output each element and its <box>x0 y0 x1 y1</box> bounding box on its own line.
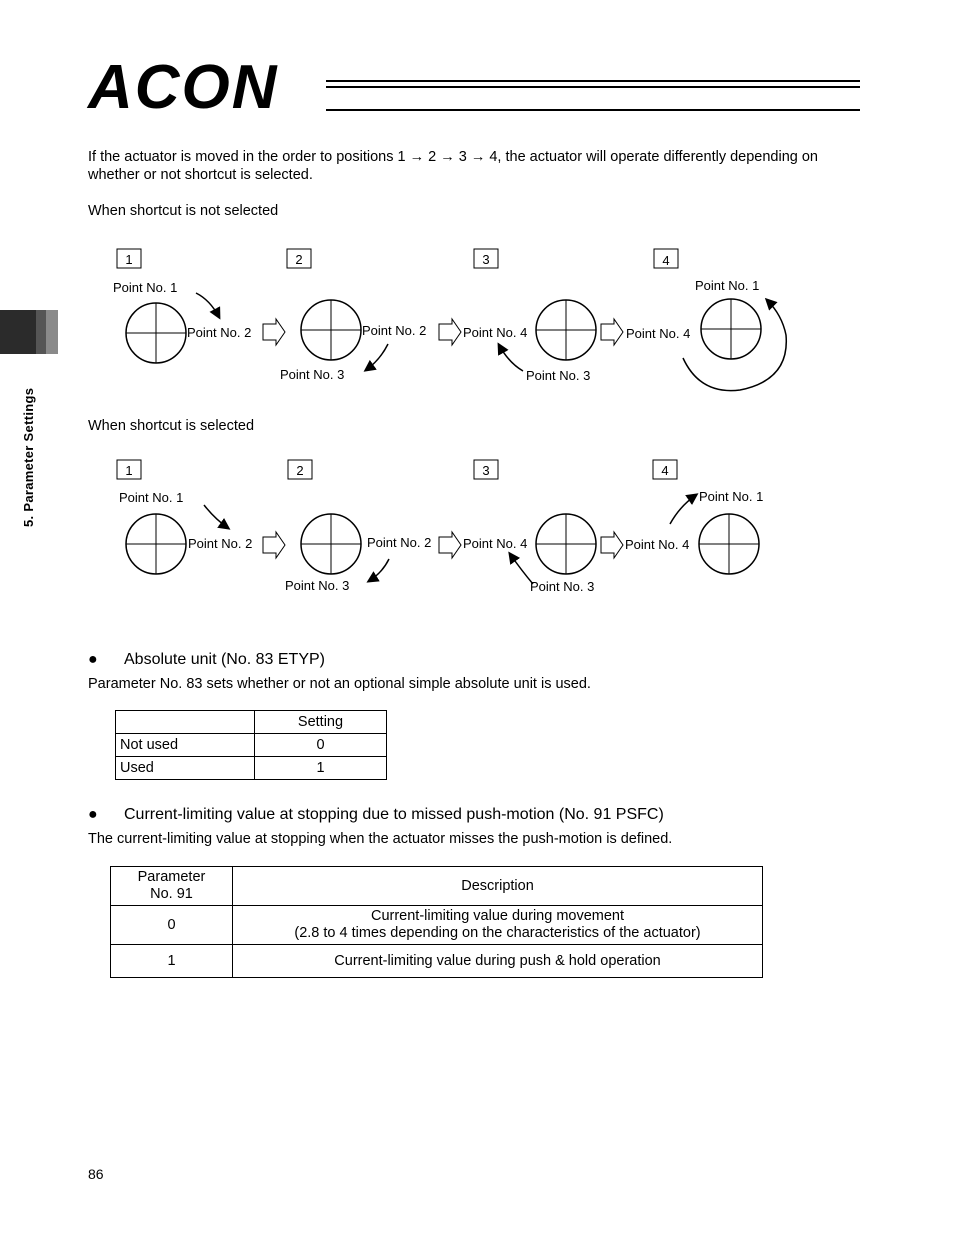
table-header-cell <box>116 711 255 734</box>
absolute-unit-title: Absolute unit (No. 83 ETYP) <box>124 651 325 668</box>
svg-text:4: 4 <box>661 463 669 478</box>
move-arrow-icon <box>196 293 219 317</box>
diagram-shortcut <box>0 451 954 611</box>
label-point-1: Point No. 1 <box>119 490 184 505</box>
next-arrow-icon <box>439 319 461 345</box>
table-row <box>116 757 387 780</box>
step-box-4 <box>653 460 677 479</box>
position-circle-2 <box>301 514 361 574</box>
header-rule-top <box>326 80 860 82</box>
svg-text:1: 1 <box>125 252 133 267</box>
table-cell: Used <box>116 757 255 780</box>
label-point-3: Point No. 3 <box>280 367 345 382</box>
svg-text:2: 2 <box>295 252 303 267</box>
label-point-1: Point No. 1 <box>699 489 764 504</box>
step-box-1 <box>117 460 141 479</box>
current-limit-table <box>110 866 763 978</box>
table-header-cell: Description <box>233 867 763 906</box>
label-point-1: Point No. 1 <box>695 278 760 293</box>
table-row <box>116 734 387 757</box>
rotate-arrow-icon <box>683 300 786 391</box>
label-point-3: Point No. 3 <box>526 368 591 383</box>
step-box-2 <box>287 249 311 268</box>
table-cell: Not used <box>116 734 255 757</box>
position-circle-3 <box>536 514 596 574</box>
label-point-4: Point No. 4 <box>626 326 691 341</box>
current-limit-heading <box>88 806 664 824</box>
move-arrow-icon <box>204 505 228 528</box>
current-limit-title: Current-limiting value at stopping due to missed push-motion (No. 91 PSFC) <box>124 806 664 823</box>
current-limit-description: The current-limiting value at stopping when the actuator misses the push-motion is defined. <box>88 831 673 847</box>
header-rule-mid <box>326 86 860 88</box>
table-cell: Current-limiting value during push & hold operation <box>233 945 763 978</box>
next-arrow-icon <box>439 532 461 558</box>
diagram1-heading: When shortcut is not selected <box>88 203 279 219</box>
step-box-3 <box>474 460 498 479</box>
label-point-2: Point No. 2 <box>187 325 252 340</box>
label-point-2: Point No. 2 <box>362 323 427 338</box>
position-circle-4 <box>699 514 759 574</box>
next-arrow-icon <box>601 319 623 345</box>
move-arrow-icon <box>499 345 523 371</box>
table-row <box>111 906 763 945</box>
label-point-3: Point No. 3 <box>285 578 350 593</box>
step-box-3 <box>474 249 498 268</box>
bullet-icon: ● <box>88 806 98 823</box>
position-circle-2 <box>301 300 361 360</box>
acon-logo: ACON <box>88 53 279 122</box>
bullet-icon: ● <box>88 651 98 668</box>
move-arrow-icon <box>670 495 696 524</box>
page-number: 86 <box>88 1166 104 1182</box>
position-circle-1 <box>126 514 186 574</box>
position-circle-1 <box>126 303 186 363</box>
next-arrow-icon <box>601 532 623 558</box>
svg-text:2: 2 <box>296 463 304 478</box>
table-header-cell: Parameter No. 91 <box>111 867 233 906</box>
svg-text:3: 3 <box>482 463 490 478</box>
label-point-4: Point No. 4 <box>463 325 528 340</box>
label-point-2: Point No. 2 <box>367 535 432 550</box>
header-rule-bottom <box>326 109 860 111</box>
table-cell: 1 <box>255 757 387 780</box>
step-box-4 <box>654 249 678 268</box>
intro-line-1: If the actuator is moved in the order to positions 1 → 2 → 3 → 4, the actuator will operate differently depending on <box>88 149 818 165</box>
table-header-row <box>116 711 387 734</box>
next-arrow-icon <box>263 532 285 558</box>
table-cell: 0 <box>111 906 233 945</box>
absolute-unit-table <box>115 710 387 780</box>
absolute-unit-heading <box>88 651 325 669</box>
table-header-cell: Setting <box>255 711 387 734</box>
table-cell: 0 <box>255 734 387 757</box>
diagram-no-shortcut <box>0 240 954 400</box>
table-cell: 1 <box>111 945 233 978</box>
table-row <box>111 945 763 978</box>
step-box-2 <box>288 460 312 479</box>
section-label: 5. Parameter Settings <box>21 387 36 527</box>
diagram2-heading: When shortcut is selected <box>88 418 255 434</box>
move-arrow-icon <box>366 344 388 370</box>
label-point-1: Point No. 1 <box>113 280 178 295</box>
position-circle-3 <box>536 300 596 360</box>
position-circle-4 <box>701 299 761 359</box>
absolute-unit-description: Parameter No. 83 sets whether or not an optional simple absolute unit is used. <box>88 676 591 692</box>
step-box-1 <box>117 249 141 268</box>
svg-text:4: 4 <box>662 253 670 268</box>
next-arrow-icon <box>263 319 285 345</box>
table-cell: Current-limiting value during movement (2.8 to 4 times depending on the characteristics of the actuator) <box>233 906 763 945</box>
move-arrow-icon <box>369 559 389 581</box>
svg-text:3: 3 <box>482 252 490 267</box>
label-point-4: Point No. 4 <box>463 536 528 551</box>
label-point-2: Point No. 2 <box>188 536 253 551</box>
label-point-3: Point No. 3 <box>530 579 595 594</box>
svg-text:1: 1 <box>125 463 133 478</box>
intro-line-2: whether or not shortcut is selected. <box>88 167 313 183</box>
label-point-4: Point No. 4 <box>625 537 690 552</box>
table-header-row <box>111 867 763 906</box>
